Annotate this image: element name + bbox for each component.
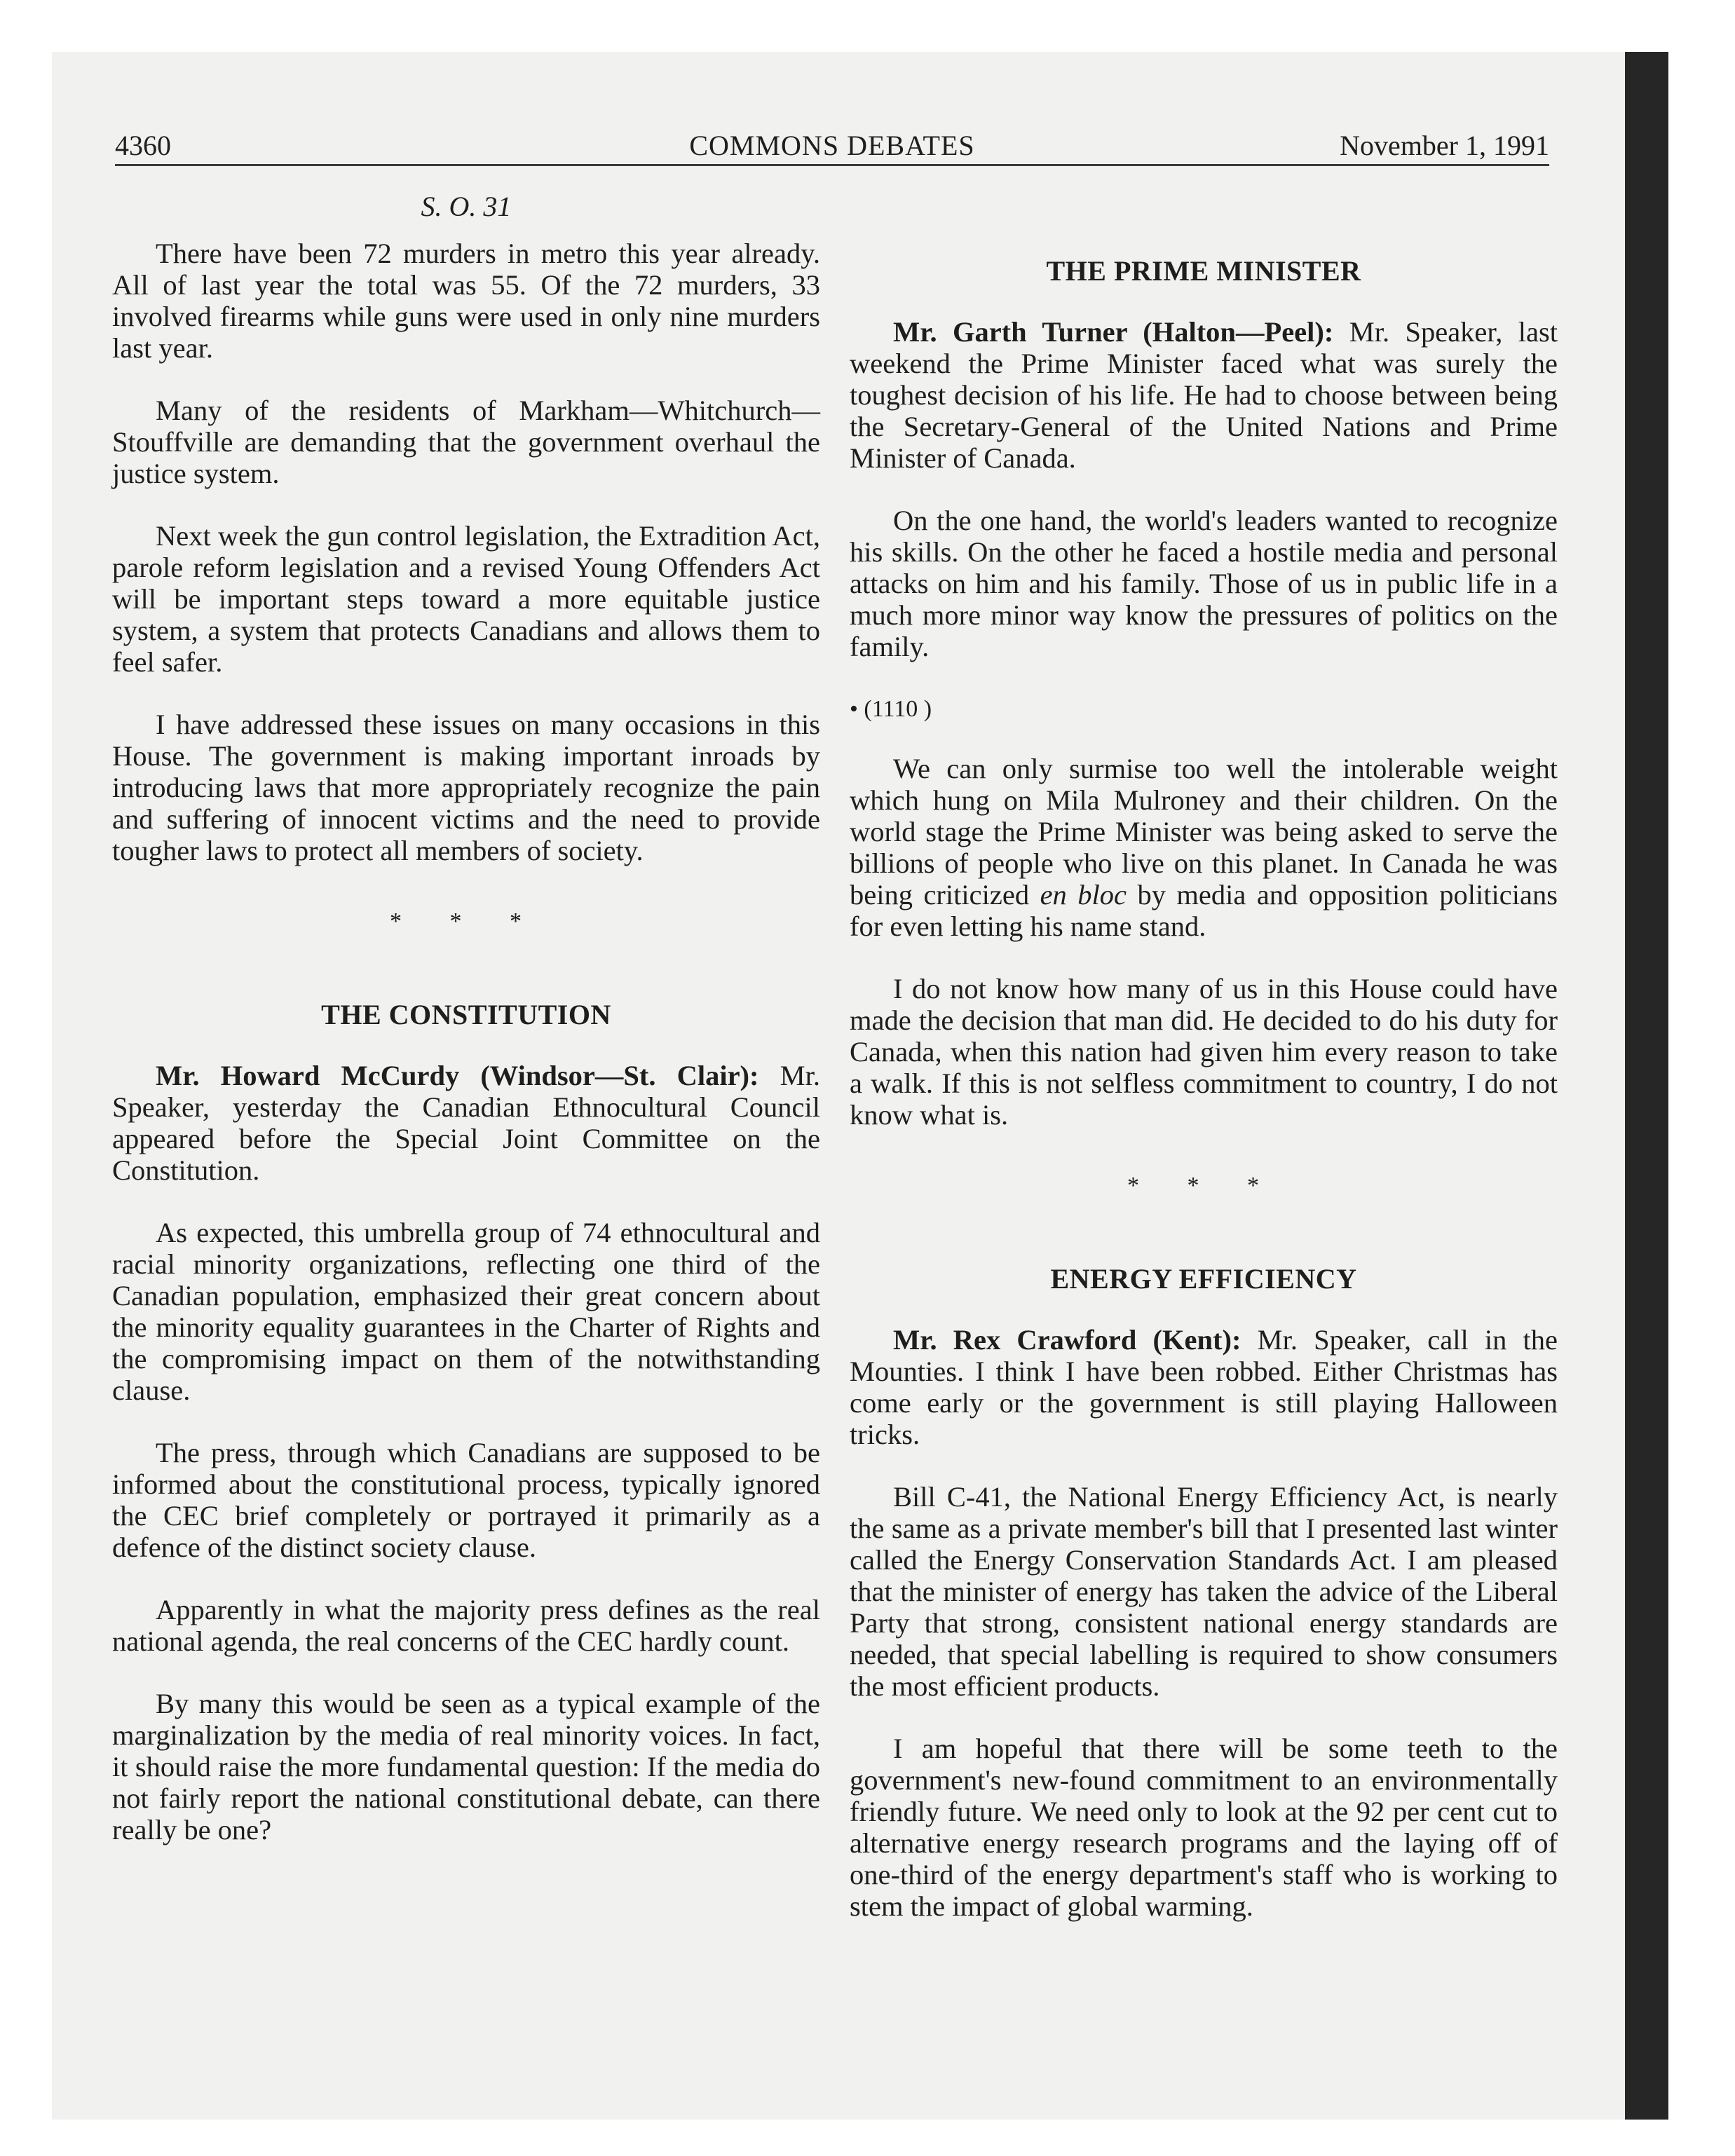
section-separator: * * *: [390, 908, 543, 934]
right-column: [850, 191, 1558, 1953]
paragraph: On the one hand, the world's leaders wanted to recognize his skills. On the other he faced a hostile media and personal attacks on him and his family. Those of us in public life in a much more minor way know the pressures of politics on the family.: [850, 505, 1558, 662]
publication-date: November 1, 1991: [1340, 130, 1549, 161]
speaker-paragraph: [112, 1060, 820, 1186]
page-number: 4360: [115, 130, 171, 161]
paragraph: There have been 72 murders in metro this year already. All of last year the total was 55. Of the 72 murders, 33 involved firearms while guns were used in only nine murders last year.: [112, 238, 820, 364]
paragraph: Many of the residents of Markham—Whitchurch—Stouffville are demanding that the government overhaul the justice system.: [112, 395, 820, 489]
paragraph: [850, 753, 1558, 942]
speaker-name: Mr. Rex Crawford (Kent):: [893, 1324, 1241, 1356]
italic-phrase: en bloc: [1040, 879, 1127, 910]
section-heading-prime-minister: THE PRIME MINISTER: [1046, 255, 1361, 287]
section-heading-energy-efficiency: ENERGY EFFICIENCY: [1050, 1263, 1357, 1295]
speaker-text: Mr. Speaker, yesterday the Canadian Ethnocultural Council appeared before the Special Joint Committee on the Constitution.: [112, 1060, 820, 1186]
paragraph: The press, through which Canadians are supposed to be informed about the constitutional process, typically ignored the CEC brief completely or portrayed it primarily as a defence of the distinct society clause.: [112, 1437, 820, 1563]
speaker-paragraph: [850, 316, 1558, 474]
paragraph: Apparently in what the majority press defines as the real national agenda, the real concerns of the CEC hardly count.: [112, 1594, 820, 1657]
publication-title: COMMONS DEBATES: [689, 130, 975, 161]
standing-order-label: S. O. 31: [421, 191, 512, 222]
speaker-text: Mr. Speaker, last weekend the Prime Minister faced what was surely the toughest decision of his life. He had to choose between being the Secretary-General of the United Nations and Prime Minister of Canada.: [850, 316, 1558, 474]
paragraph-text: We can only surmise too well the intolerable weight which hung on Mila Mulroney and their children. On the world stage the Prime Minister was being asked to serve the billions of people who live on this planet. In Canada he was being criticized: [850, 753, 1558, 910]
speaker-text: Mr. Speaker, call in the Mounties. I think I have been robbed. Either Christmas has come early or the government is still playing Halloween tricks.: [850, 1324, 1558, 1450]
scan-edge-bar: [1625, 52, 1668, 2120]
paragraph-text: by media and opposition politicians for even letting his name stand.: [850, 879, 1558, 942]
speaker-name: Mr. Garth Turner (Halton—Peel):: [893, 316, 1334, 348]
paragraph: I have addressed these issues on many occasions in this House. The government is making important inroads by introducing laws that more appropriately recognize the pain and suffering of innocent victims and the need to provide tougher laws to protect all members of society.: [112, 709, 820, 866]
speaker-paragraph: [850, 1324, 1558, 1450]
paragraph: I am hopeful that there will be some teeth to the government's new-found commitment to an environmentally friendly future. We need only to look at the 92 per cent cut to alternative energy research programs and the laying off of one-third of the energy department's staff who is working to stem the impact of global warming.: [850, 1733, 1558, 1922]
page-header: [115, 128, 1549, 166]
left-column: [112, 191, 820, 1876]
paragraph: I do not know how many of us in this House could have made the decision that man did. He decided to do his duty for Canada, when this nation had given him every reason to take a walk. If this is not selfless commitment to country, I do not know what is.: [850, 973, 1558, 1131]
section-separator: * * *: [1127, 1173, 1280, 1199]
paragraph: Bill C-41, the National Energy Efficiency Act, is nearly the same as a private member's bill that I presented last winter called the Energy Conservation Standards Act. I am pleased that the minister of energy has taken the advice of the Liberal Party that strong, consistent national energy standards are needed, that special labelling is required to show consumers the most efficient products.: [850, 1481, 1558, 1702]
speaker-name: Mr. Howard McCurdy (Windsor—St. Clair):: [156, 1060, 759, 1091]
section-heading-constitution: THE CONSTITUTION: [321, 999, 611, 1030]
paragraph: As expected, this umbrella group of 74 ethnocultural and racial minority organizations, reflecting one third of the Canadian population, emphasized their great concern about the minority equality guarantees in the Charter of Rights and the compromising impact on them of the notwithstanding clause.: [112, 1217, 820, 1406]
paragraph: By many this would be seen as a typical example of the marginalization by the media of real minority voices. In fact, it should raise the more fundamental question: If the media do not fairly report the national constitutional debate, can there really be one?: [112, 1688, 820, 1845]
paragraph: Next week the gun control legislation, the Extradition Act, parole reform legislation and a revised Young Offenders Act will be important steps toward a more equitable justice system, a system that protects Canadians and allows them to feel safer.: [112, 520, 820, 678]
time-marker: • (1110 ): [850, 696, 932, 722]
